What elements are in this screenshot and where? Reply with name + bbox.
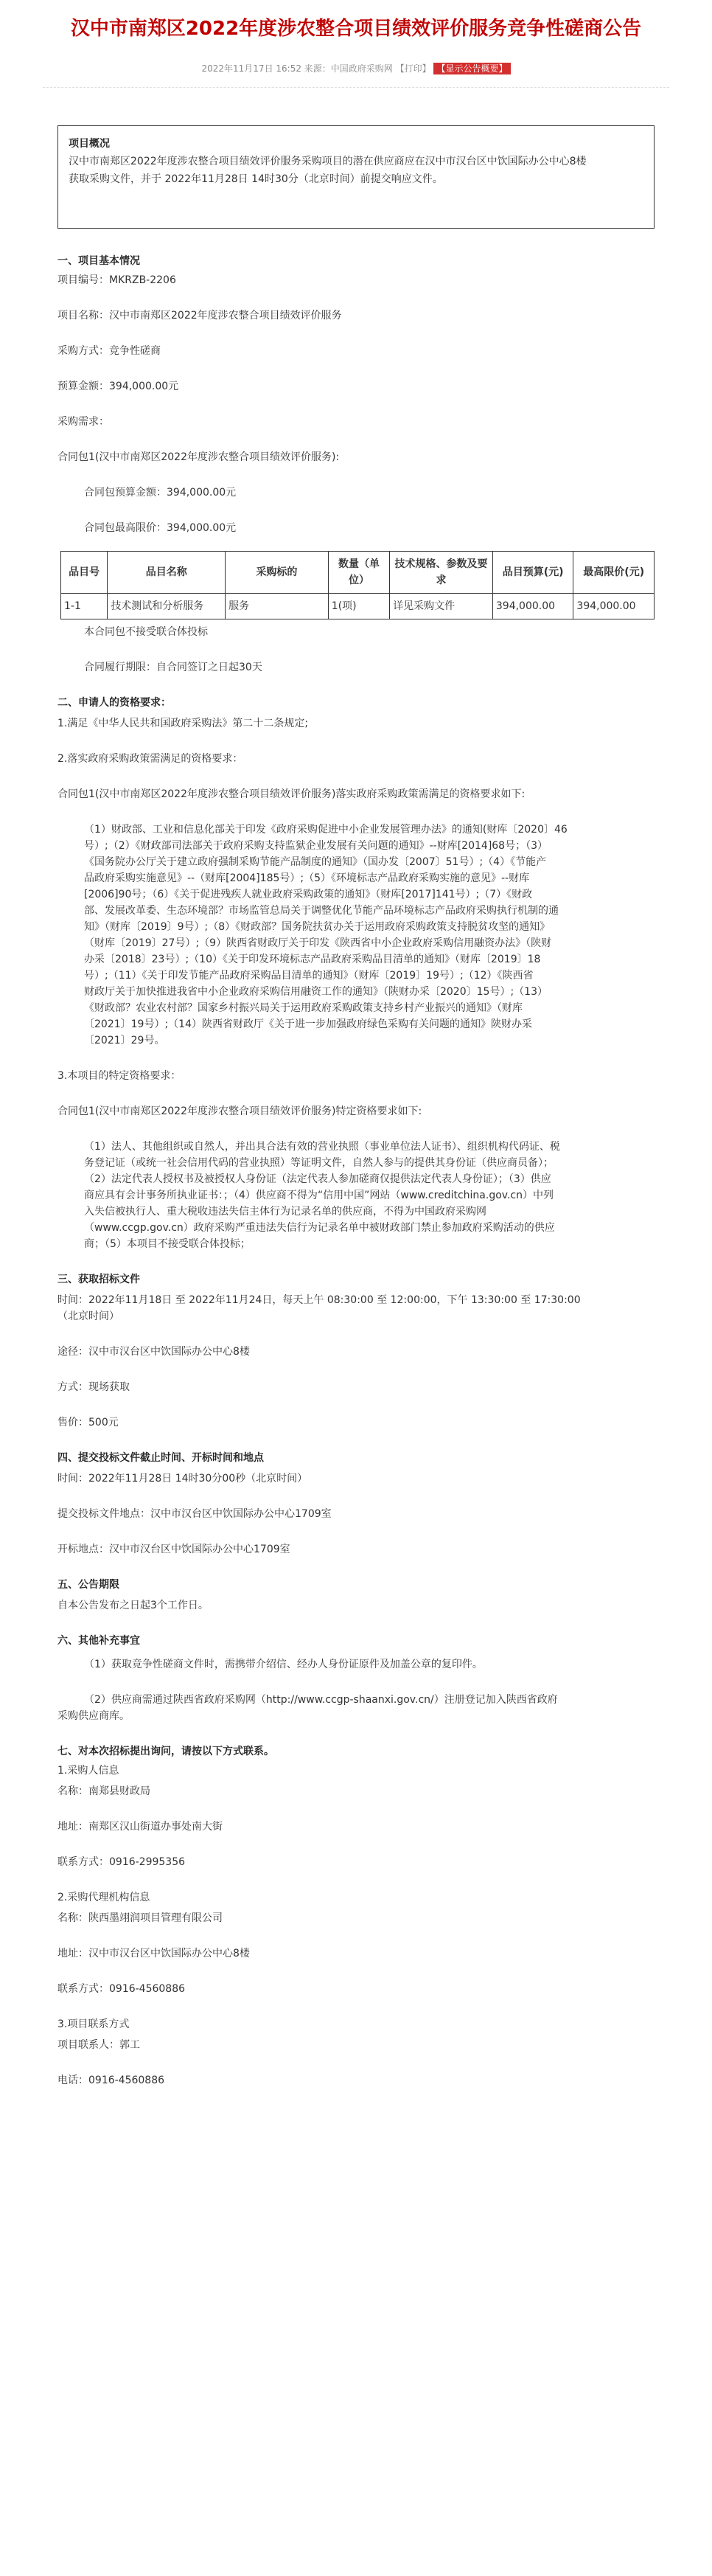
qualification-1: 1.满足《中华人民共和国政府采购法》第二十二条规定;: [57, 718, 309, 729]
qualification-3: 3.本项目的特定资格要求：: [57, 1070, 181, 1082]
cell-subject: 服务: [226, 594, 329, 619]
table-row: [61, 594, 655, 619]
requirement-line: （1）法人、其他组织或自然人，并出具合法有效的营业执照（事业单位法人证书）、组织机构代码证、税: [84, 1141, 560, 1153]
col-subject: 采购标的: [226, 552, 329, 594]
no-consortium-note: 本合同包不接受联合体投标: [84, 626, 208, 638]
requirement-line: （2）法定代表人授权书及被授权人身份证（法定代表人参加磋商仅提供法定代表人身份证）；（3）供应: [84, 1173, 551, 1185]
requirement-line: （www.ccgp.gov.cn）政府采购严重违法失信行为记录名单中被财政部门禁止参加政府采购活动的供应: [84, 1222, 555, 1234]
publish-date: 2022年11月17日 16:52: [201, 63, 301, 74]
source-label: 来源：中国政府采购网: [304, 63, 393, 74]
lot-max-price: 合同包最高限价：394,000.00元: [84, 522, 237, 534]
section-2-heading: 二、申请人的资格要求：: [57, 697, 171, 709]
project-name: 项目名称：汉中市南郑区2022年度涉农整合项目绩效评价服务: [57, 310, 342, 322]
project-contact-person: 项目联系人：郭工: [57, 2039, 140, 2051]
show-summary-button[interactable]: 【显示公告概要】: [433, 63, 510, 74]
project-contact-heading: 3.项目联系方式: [57, 2018, 130, 2030]
col-item-no: 品目号: [61, 552, 108, 594]
summary-box: [57, 125, 655, 229]
supplement-2-cont: 采购供应商库。: [57, 1710, 130, 1722]
cell-item-no: 1-1: [61, 594, 108, 619]
policy-line: 〔2021〕29号。: [84, 1035, 165, 1046]
acquire-time: 时间：2022年11月18日 至 2022年11月24日，每天上午 08:30:00 至 12:00:00，下午 13:30:00 至 17:30:00: [57, 1294, 581, 1306]
cell-max-price: 394,000.00: [573, 594, 655, 619]
purchaser-phone: 联系方式：0916-2995356: [57, 1856, 186, 1868]
lot-table: [60, 551, 655, 619]
purchaser-address: 地址：南郑区汉山街道办事处南大街: [57, 1821, 223, 1833]
lot-budget: 合同包预算金额：394,000.00元: [84, 487, 237, 499]
submit-place: 提交投标文件地点：汉中市汉台区中饮国际办公中心1709室: [57, 1508, 332, 1520]
cell-quantity: 1(项): [328, 594, 389, 619]
summary-heading: 项目概况: [69, 138, 110, 150]
acquire-way: 方式：现场获取: [57, 1381, 130, 1393]
cell-item-name: 技术测试和分析服务: [108, 594, 226, 619]
project-number: 项目编号：MKRZB-2206: [57, 274, 176, 286]
policy-line: 财政厅关于加快推进我省中小企业政府采购信用融资工作的通知》（陕财办采〔2020〕15号）;（13）: [84, 986, 548, 998]
summary-line-2: 获取采购文件，并于 2022年11月28日 14时30分（北京时间）前提交响应文件。: [69, 173, 443, 185]
qualification-3-lot: 合同包1(汉中市南郑区2022年度涉农整合项目绩效评价服务)特定资格要求如下:: [57, 1105, 422, 1117]
announcement-body: [57, 247, 655, 2089]
supplement-1: （1）获取竞争性磋商文件时，需携带介绍信、经办人身份证原件及加盖公章的复印件。: [84, 1659, 483, 1670]
lot-title: 合同包1(汉中市南郑区2022年度涉农整合项目绩效评价服务):: [57, 451, 340, 463]
qualification-2-lot: 合同包1(汉中市南郑区2022年度涉农整合项目绩效评价服务)落实政府采购政策需满足的资格要求如下:: [57, 788, 526, 800]
policy-line: 部、发展改革委、生态环境部？市场监管总局关于调整优化节能产品环境标志产品政府采购执行机制的通: [84, 905, 559, 917]
document-price: 售价：500元: [57, 1417, 119, 1428]
section-3-heading: 三、获取招标文件: [57, 1274, 140, 1285]
opening-place: 开标地点：汉中市汉台区中饮国际办公中心1709室: [57, 1544, 290, 1555]
procurement-method: 采购方式：竞争性磋商: [57, 345, 161, 357]
page-title: 汉中市南郑区2022年度涉农整合项目绩效评价服务竞争性磋商公告: [70, 18, 642, 40]
col-max-price: 最高限价(元): [573, 552, 655, 594]
col-item-budget: 品目预算(元): [492, 552, 573, 594]
supplement-2: （2）供应商需通过陕西省政府采购网（http://www.ccgp-shaanxi.gov.cn/）注册登记加入陕西省政府: [84, 1694, 558, 1706]
budget-amount: 预算金额：394,000.00元: [57, 381, 179, 392]
print-link[interactable]: 【打印】: [395, 63, 431, 74]
requirement-line: 入失信被执行人、重大税收违法失信主体行为记录名单的供应商，不得为中国政府采购网: [84, 1206, 486, 1218]
section-5-heading: 五、公告期限: [57, 1579, 119, 1591]
meta-line: [0, 62, 712, 74]
deadline-time: 时间：2022年11月28日 14时30分00秒（北京时间）: [57, 1473, 308, 1485]
acquire-time-zone: （北京时间）: [57, 1310, 119, 1322]
requirement-line: 务登记证（或统一社会信用代码的营业执照）等证明文件，自然人参与的提供其身份证（供应商员备）；: [84, 1157, 554, 1169]
col-spec: 技术规格、参数及要求: [390, 552, 493, 594]
section-1-heading: 一、项目基本情况: [57, 255, 140, 267]
cell-item-budget: 394,000.00: [492, 594, 573, 619]
policy-line: （财库〔2019〕27号）;（9）陕西省财政厅关于印发《陕西省中小企业政府采购信用融资办法》（陕财: [84, 937, 552, 949]
section-7-heading: 七、对本次招标提出询问，请按以下方式联系。: [57, 1746, 274, 1757]
policy-line: 号）;（11）《关于印发节能产品政府采购品目清单的通知》（财库〔2019〕19号）;（12）《陕西省: [84, 970, 534, 982]
purchaser-name: 名称：南郑县财政局: [57, 1785, 150, 1797]
policy-line: 《财政部？农业农村部？国家乡村振兴局关于运用政府采购政策支持乡村产业振兴的通知》（财库: [84, 1002, 523, 1014]
policy-line: 号）;（2）《财政部司法部关于政府采购支持监狱企业发展有关问题的通知》--财库[2014]68号；（3）: [84, 840, 548, 852]
section-6-heading: 六、其他补充事宜: [57, 1635, 140, 1647]
qualification-2: 2.落实政府采购政策需满足的资格要求：: [57, 753, 243, 765]
cell-spec: 详见采购文件: [390, 594, 493, 619]
agency-phone: 联系方式：0916-4560886: [57, 1983, 186, 1995]
policy-line: 知》（财库〔2019〕9号）;（8）《财政部？国务院扶贫办关于运用政府采购政策支持脱贫攻坚的通知》: [84, 921, 551, 933]
policy-line: 《国务院办公厅关于建立政府强制采购节能产品制度的通知》（国办发〔2007〕51号）;（4）《节能产: [84, 856, 547, 868]
notice-period: 自本公告发布之日起3个工作日。: [57, 1600, 209, 1611]
col-item-name: 品目名称: [108, 552, 226, 594]
agency-name: 名称：陕西墨翊润项目管理有限公司: [57, 1912, 223, 1924]
acquire-place: 途径：汉中市汉台区中饮国际办公中心8楼: [57, 1346, 250, 1358]
policy-line: 办采〔2018〕23号）;（10）《关于印发环境标志产品政府采购品目清单的通知》（财库〔2019〕18: [84, 954, 541, 965]
policy-line: （1）财政部、工业和信息化部关于印发《政府采购促进中小企业发展管理办法》的通知(财库〔2020〕46: [84, 824, 568, 836]
agency-address: 地址：汉中市汉台区中饮国际办公中心8楼: [57, 1948, 250, 1959]
col-quantity: 数量（单位）: [328, 552, 389, 594]
project-contact-phone: 电话：0916-4560886: [57, 2075, 165, 2086]
requirement-line: 商；（5）本项目不接受联合体投标；: [84, 1238, 251, 1250]
policy-line: 〔2021〕19号）;（14）陕西省财政厅《关于进一步加强政府绿色采购有关问题的通知》陕财办采: [84, 1018, 532, 1030]
policy-line: [2006]90号；（6）《关于促进残疾人就业政府采购政策的通知》（财库[2017]141号）;（7）《财政: [84, 889, 533, 900]
divider: [43, 87, 669, 88]
agency-heading: 2.采购代理机构信息: [57, 1892, 150, 1903]
purchaser-heading: 1.采购人信息: [57, 1765, 119, 1777]
special-requirements: [57, 1139, 655, 1252]
policy-list: [57, 822, 655, 1049]
section-4-heading: 四、提交投标文件截止时间、开标时间和地点: [57, 1452, 264, 1464]
policy-line: 品政府采购实施意见》--（财库[2004]185号）;（5）《环境标志产品政府采购实施的意见》--财库: [84, 872, 530, 884]
lot-table-header: [61, 552, 655, 594]
summary-line-1: 汉中市南郑区2022年度涉农整合项目绩效评价服务采购项目的潜在供应商应在汉中市汉台区中饮国际办公中心8楼: [69, 156, 587, 167]
contract-period: 合同履行期限：自合同签订之日起30天: [84, 662, 262, 673]
procurement-needs: 采购需求：: [57, 416, 109, 428]
requirement-line: 商应具有会计事务所执业证书：；（4）供应商不得为“信用中国”网站（www.creditchina.gov.cn）中列: [84, 1190, 554, 1201]
